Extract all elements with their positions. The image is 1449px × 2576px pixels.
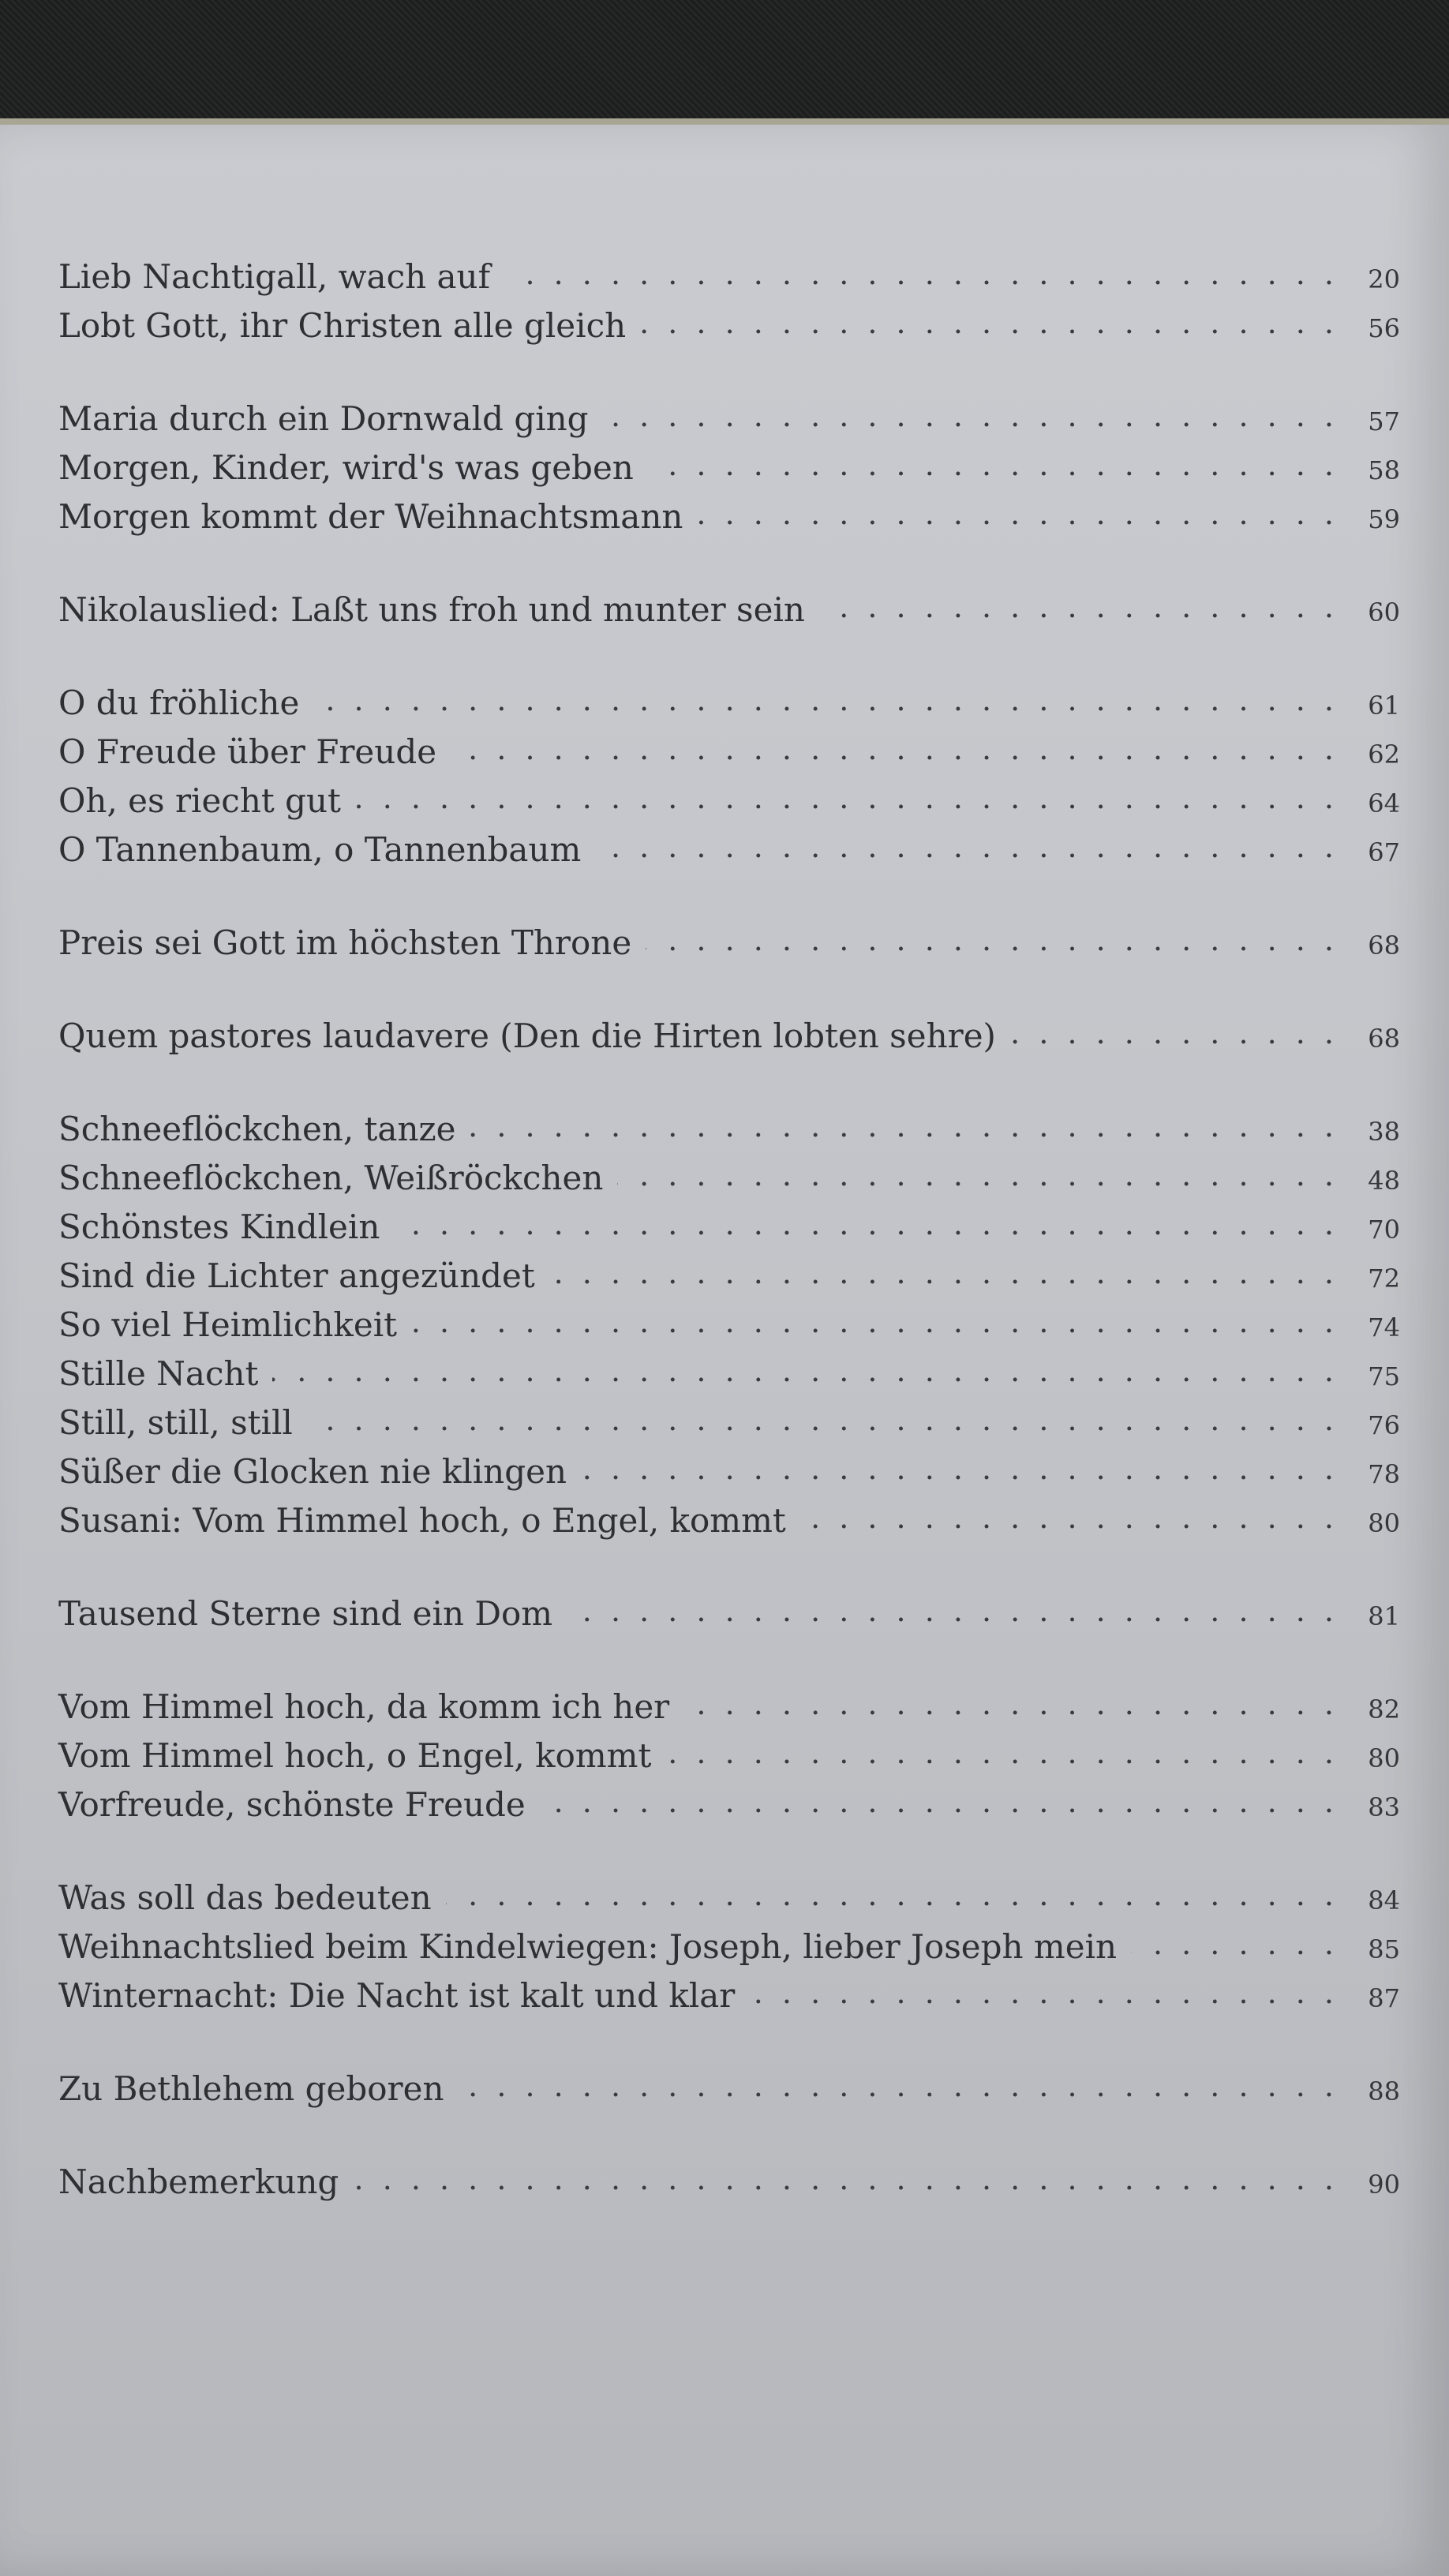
dot-leader: [819, 598, 1339, 622]
toc-entry: [58, 578, 1400, 627]
toc-entry: [58, 1195, 1400, 1244]
toc-entry-title: Weihnachtslied beim Kindelwiegen: Joseph, lieber Joseph mein: [58, 1927, 1118, 1966]
dot-leader: [665, 1744, 1339, 1768]
dot-leader: [470, 1118, 1339, 1141]
toc-entry-title: Vorfreude, schönste Freude: [58, 1785, 526, 1824]
toc-entry-page-number: 61: [1368, 691, 1400, 721]
toc-entry-page-number: 70: [1368, 1215, 1400, 1245]
toc-entry-page-number: 78: [1368, 1459, 1400, 1489]
toc-entry-page-number: 67: [1368, 837, 1400, 867]
toc-entry-page-number: 88: [1368, 2076, 1400, 2106]
toc-entry: [58, 720, 1400, 769]
toc-entry: [58, 671, 1400, 720]
toc-entry: [58, 245, 1400, 294]
toc-group: [58, 2057, 1400, 2106]
toc-entry: [58, 769, 1400, 818]
toc-entry-page-number: 56: [1368, 313, 1400, 343]
dot-leader: [595, 838, 1339, 862]
toc-entry-page-number: 75: [1368, 1361, 1400, 1391]
dot-leader: [648, 456, 1339, 480]
toc-entry-title: Maria durch ein Dornwald ging: [58, 399, 589, 438]
toc-entry-title: Schneeflöckchen, tanze: [58, 1110, 456, 1148]
toc-entry-title: Schneeflöckchen, Weißröckchen: [58, 1159, 604, 1197]
toc-group: [58, 1004, 1400, 1053]
toc-entry: [58, 1582, 1400, 1631]
page-edge: [0, 118, 1449, 125]
toc-entry-page-number: 80: [1368, 1508, 1400, 1538]
toc-entry-page-number: 87: [1368, 1983, 1400, 2013]
dot-leader: [567, 1602, 1339, 1626]
toc-entry-page-number: 64: [1368, 788, 1400, 818]
dot-leader: [272, 1362, 1339, 1386]
dot-leader: [504, 265, 1339, 289]
dot-leader: [697, 505, 1339, 529]
toc-entry-title: Morgen kommt der Weihnachtsmann: [58, 497, 683, 536]
toc-entry: [58, 1440, 1400, 1491]
toc-entry: [58, 818, 1400, 867]
dot-leader: [603, 407, 1339, 431]
dot-leader: [411, 1313, 1339, 1337]
dot-leader: [549, 1264, 1339, 1288]
toc-entry-page-number: 60: [1368, 597, 1400, 627]
toc-entry-title: Lieb Nachtigall, wach auf: [58, 257, 491, 296]
toc-entry-page-number: 90: [1368, 2170, 1400, 2200]
toc-entry-title: Morgen, Kinder, wird's was geben: [58, 448, 634, 487]
toc-entry-title: Still, still, still: [58, 1403, 293, 1442]
toc-entry: [58, 1724, 1400, 1773]
book-page: [0, 118, 1449, 2576]
toc-entry: [58, 1293, 1400, 1342]
toc-entry-page-number: 58: [1368, 455, 1400, 485]
toc-entry-title: Was soll das bedeuten: [58, 1878, 432, 1917]
toc-entry: [58, 1866, 1400, 1915]
toc-group: [58, 911, 1400, 960]
toc-entry-page-number: 82: [1368, 1694, 1400, 1724]
toc-group: [58, 671, 1400, 867]
toc-entry-title: Vom Himmel hoch, da komm ich her: [58, 1687, 670, 1726]
toc-group: [58, 1582, 1400, 1631]
toc-entry-page-number: 76: [1368, 1410, 1400, 1440]
dot-leader: [459, 2077, 1339, 2101]
toc-entry-page-number: 84: [1368, 1885, 1400, 1915]
toc-group: [58, 1675, 1400, 1822]
toc-entry-title: Nachbemerkung: [58, 2162, 339, 2201]
toc-entry-page-number: 80: [1368, 1743, 1400, 1773]
toc-entry: [58, 1488, 1400, 1540]
toc-entry-page-number: 74: [1368, 1312, 1400, 1342]
toc-entry: [58, 1391, 1400, 1440]
toc-group: [58, 578, 1400, 627]
toc-entry-page-number: 85: [1368, 1934, 1400, 1964]
toc-entry-page-number: 68: [1368, 1024, 1400, 1054]
dot-leader: [394, 1215, 1339, 1239]
toc-entry: [58, 1675, 1400, 1724]
toc-entry-title: Oh, es riecht gut: [58, 781, 341, 820]
dot-leader: [307, 1411, 1339, 1435]
toc-entry-title: Winternacht: Die Nacht ist kalt und klar: [58, 1976, 736, 2015]
toc-entry-page-number: 83: [1368, 1792, 1400, 1822]
toc-entry: [58, 2150, 1400, 2199]
toc-entry-title: O Freude über Freude: [58, 732, 437, 771]
toc-entry-title: Preis sei Gott im höchsten Throne: [58, 923, 632, 962]
toc-entry-title: Lobt Gott, ihr Christen alle gleich: [58, 306, 627, 345]
toc-entry-title: Vom Himmel hoch, o Engel, kommt: [58, 1736, 652, 1775]
toc-entry-title: Zu Bethlehem geboren: [58, 2069, 444, 2108]
toc-entry: [58, 1097, 1400, 1146]
toc-entry-page-number: 38: [1368, 1117, 1400, 1147]
dot-leader: [800, 1509, 1339, 1533]
toc-entry: [58, 1004, 1400, 1053]
toc-entry-page-number: 20: [1368, 264, 1400, 294]
dot-leader: [646, 931, 1339, 955]
toc-entry-title: Sind die Lichter angezündet: [58, 1256, 535, 1295]
toc-entry: [58, 1915, 1400, 1964]
toc-entry-page-number: 59: [1368, 504, 1400, 534]
toc-entry-page-number: 62: [1368, 739, 1400, 769]
toc-entry: [58, 1244, 1400, 1293]
dot-leader: [1010, 1024, 1339, 1048]
toc-entry-page-number: 68: [1368, 930, 1400, 960]
toc-group: [58, 245, 1400, 343]
toc-group: [58, 1097, 1400, 1540]
toc-entry-title: Süßer die Glocken nie klingen: [58, 1452, 567, 1491]
toc-entry-page-number: 57: [1368, 406, 1400, 436]
dot-leader: [540, 1793, 1339, 1817]
toc-entry-title: Schönstes Kindlein: [58, 1208, 380, 1246]
toc-group: [58, 1866, 1400, 2015]
toc-entry-title: Tausend Sterne sind ein Dom: [58, 1594, 553, 1633]
toc-entry-page-number: 48: [1368, 1166, 1400, 1196]
dot-leader: [1131, 1935, 1339, 1959]
toc-group: [58, 387, 1400, 534]
toc-entry: [58, 1964, 1400, 2015]
dot-leader: [749, 1984, 1339, 2008]
dot-leader: [446, 1886, 1339, 1910]
dot-leader: [617, 1166, 1339, 1190]
toc-entry-page-number: 81: [1368, 1601, 1400, 1631]
dot-leader: [353, 2170, 1339, 2194]
toc-entry: [58, 911, 1400, 960]
toc-entry: [58, 1146, 1400, 1195]
toc-entry: [58, 294, 1400, 343]
toc-entry: [58, 2057, 1400, 2106]
toc-entry-title: Susani: Vom Himmel hoch, o Engel, kommt: [58, 1501, 786, 1540]
toc-entry-title: Stille Nacht: [58, 1354, 259, 1393]
table-of-contents: [58, 245, 1400, 2243]
dot-leader: [451, 740, 1339, 764]
dot-leader: [581, 1460, 1339, 1484]
dot-leader: [313, 691, 1339, 715]
toc-entry: [58, 436, 1400, 485]
dot-leader: [640, 314, 1339, 338]
dot-leader: [355, 789, 1339, 813]
toc-entry-page-number: 72: [1368, 1264, 1400, 1294]
toc-entry: [58, 485, 1400, 534]
dot-leader: [683, 1695, 1339, 1719]
toc-entry-title: O Tannenbaum, o Tannenbaum: [58, 830, 582, 869]
toc-entry: [58, 1342, 1400, 1391]
toc-entry-title: So viel Heimlichkeit: [58, 1305, 398, 1344]
toc-group: [58, 2150, 1400, 2199]
toc-entry-title: Nikolauslied: Laßt uns froh und munter sein: [58, 590, 805, 629]
toc-entry-title: O du fröhliche: [58, 683, 300, 722]
toc-entry: [58, 387, 1400, 436]
toc-entry: [58, 1773, 1400, 1822]
toc-entry-title: Quem pastores laudavere (Den die Hirten lobten sehre): [58, 1017, 996, 1055]
